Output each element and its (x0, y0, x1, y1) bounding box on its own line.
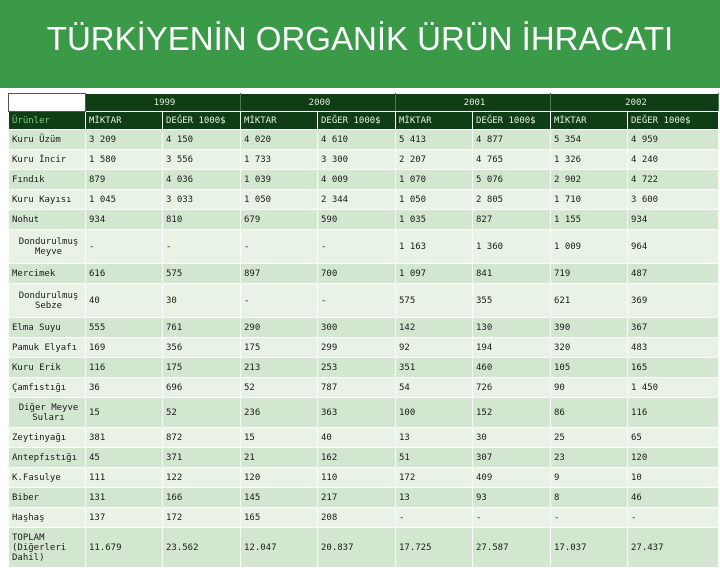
table-row (9, 150, 719, 170)
value-cell: 27.437 (628, 528, 719, 568)
product-name: Kuru Üzüm (9, 130, 86, 150)
quantity-cell: 9 (551, 468, 628, 488)
quantity-cell: 165 (241, 508, 318, 528)
quantity-cell: 169 (86, 338, 163, 358)
table-row (9, 230, 719, 264)
quantity-cell: 381 (86, 428, 163, 448)
product-name: Zeytinyağı (9, 428, 86, 448)
product-name: Dondurulmuş Meyve (9, 230, 86, 264)
quantity-cell: 105 (551, 358, 628, 378)
quantity-cell: 17.037 (551, 528, 628, 568)
quantity-cell: 3 209 (86, 130, 163, 150)
product-name: TOPLAM (Diğerleri Dahil) (9, 528, 86, 568)
value-cell: 726 (473, 378, 551, 398)
value-cell: 363 (318, 398, 396, 428)
value-cell: 20.837 (318, 528, 396, 568)
value-cell: 5 076 (473, 170, 551, 190)
product-name: K.Fasulye (9, 468, 86, 488)
col-quantity: MİKTAR (551, 112, 628, 130)
quantity-cell: 131 (86, 488, 163, 508)
value-cell: 590 (318, 210, 396, 230)
table-row (9, 318, 719, 338)
product-name: Diğer Meyve Suları (9, 398, 86, 428)
quantity-cell: 236 (241, 398, 318, 428)
value-cell: 65 (628, 428, 719, 448)
value-cell: - (473, 508, 551, 528)
export-table (8, 93, 719, 568)
value-cell: 27.587 (473, 528, 551, 568)
col-products: Ürünler (9, 112, 86, 130)
table-row (9, 284, 719, 318)
quantity-cell: 25 (551, 428, 628, 448)
year-2000: 2000 (241, 94, 396, 112)
value-cell: 4 722 (628, 170, 719, 190)
quantity-cell: 1 580 (86, 150, 163, 170)
quantity-cell: 575 (396, 284, 473, 318)
quantity-cell: 142 (396, 318, 473, 338)
col-quantity: MİKTAR (241, 112, 318, 130)
quantity-cell: 1 070 (396, 170, 473, 190)
quantity-cell: 1 009 (551, 230, 628, 264)
value-cell: 152 (473, 398, 551, 428)
product-name: Kuru Erik (9, 358, 86, 378)
product-name: Elma Suyu (9, 318, 86, 338)
col-value: DEĞER 1000$ (318, 112, 396, 130)
value-cell: 175 (163, 358, 241, 378)
quantity-cell: 616 (86, 264, 163, 284)
quantity-cell: 290 (241, 318, 318, 338)
quantity-cell: 21 (241, 448, 318, 468)
value-cell: 872 (163, 428, 241, 448)
quantity-cell: 320 (551, 338, 628, 358)
value-cell: 2 805 (473, 190, 551, 210)
quantity-cell: - (86, 230, 163, 264)
quantity-cell: 45 (86, 448, 163, 468)
quantity-cell: 1 733 (241, 150, 318, 170)
value-cell: 217 (318, 488, 396, 508)
table-row (9, 338, 719, 358)
product-name: Mercimek (9, 264, 86, 284)
col-value: DEĞER 1000$ (473, 112, 551, 130)
quantity-cell: - (551, 508, 628, 528)
quantity-cell: 351 (396, 358, 473, 378)
table-row (9, 378, 719, 398)
product-name: Dondurulmuş Sebze (9, 284, 86, 318)
value-cell: 1 450 (628, 378, 719, 398)
value-cell: - (318, 230, 396, 264)
quantity-cell: 92 (396, 338, 473, 358)
value-cell: 110 (318, 468, 396, 488)
value-cell: 1 360 (473, 230, 551, 264)
value-cell: 4 009 (318, 170, 396, 190)
value-cell: 208 (318, 508, 396, 528)
value-cell: 4 765 (473, 150, 551, 170)
quantity-cell: 137 (86, 508, 163, 528)
quantity-cell: - (396, 508, 473, 528)
quantity-cell: - (241, 230, 318, 264)
quantity-cell: 52 (241, 378, 318, 398)
quantity-cell: 111 (86, 468, 163, 488)
product-name: Kuru İncir (9, 150, 86, 170)
table-row (9, 448, 719, 468)
value-cell: 827 (473, 210, 551, 230)
quantity-cell: 15 (241, 428, 318, 448)
value-cell: - (163, 230, 241, 264)
quantity-cell: 934 (86, 210, 163, 230)
quantity-cell: 879 (86, 170, 163, 190)
value-cell: 4 610 (318, 130, 396, 150)
quantity-cell: 90 (551, 378, 628, 398)
value-cell: 300 (318, 318, 396, 338)
product-name: Çamfıstığı (9, 378, 86, 398)
quantity-cell: 172 (396, 468, 473, 488)
value-cell: 52 (163, 398, 241, 428)
product-name: Nohut (9, 210, 86, 230)
value-cell: 162 (318, 448, 396, 468)
value-cell: 30 (163, 284, 241, 318)
quantity-cell: 1 097 (396, 264, 473, 284)
col-value: DEĞER 1000$ (628, 112, 719, 130)
quantity-cell: 23 (551, 448, 628, 468)
table-row (9, 170, 719, 190)
value-cell: - (628, 508, 719, 528)
table-row (9, 488, 719, 508)
value-cell: 4 877 (473, 130, 551, 150)
value-cell: 356 (163, 338, 241, 358)
product-name: Antepfıstığı (9, 448, 86, 468)
value-cell: 700 (318, 264, 396, 284)
product-name: Pamuk Elyafı (9, 338, 86, 358)
quantity-cell: 1 050 (241, 190, 318, 210)
quantity-cell: 555 (86, 318, 163, 338)
column-header-row (9, 112, 719, 130)
table-row (9, 210, 719, 230)
value-cell: 369 (628, 284, 719, 318)
value-cell: 194 (473, 338, 551, 358)
quantity-cell: 4 020 (241, 130, 318, 150)
value-cell: 460 (473, 358, 551, 378)
quantity-cell: 5 413 (396, 130, 473, 150)
year-1999: 1999 (86, 94, 241, 112)
quantity-cell: 1 035 (396, 210, 473, 230)
col-quantity: MİKTAR (396, 112, 473, 130)
value-cell: 367 (628, 318, 719, 338)
quantity-cell: 13 (396, 488, 473, 508)
value-cell: 761 (163, 318, 241, 338)
quantity-cell: 36 (86, 378, 163, 398)
value-cell: 130 (473, 318, 551, 338)
value-cell: 4 959 (628, 130, 719, 150)
value-cell: 253 (318, 358, 396, 378)
quantity-cell: 1 163 (396, 230, 473, 264)
table-body (9, 130, 719, 568)
product-name: Haşhaş (9, 508, 86, 528)
value-cell: 696 (163, 378, 241, 398)
col-quantity: MİKTAR (86, 112, 163, 130)
quantity-cell: 51 (396, 448, 473, 468)
value-cell: 10 (628, 468, 719, 488)
quantity-cell: 40 (86, 284, 163, 318)
value-cell: 122 (163, 468, 241, 488)
quantity-cell: 8 (551, 488, 628, 508)
product-name: Fındık (9, 170, 86, 190)
quantity-cell: 1 710 (551, 190, 628, 210)
table-row (9, 264, 719, 284)
value-cell: 307 (473, 448, 551, 468)
year-2001: 2001 (396, 94, 551, 112)
table-row (9, 428, 719, 448)
quantity-cell: 390 (551, 318, 628, 338)
quantity-cell: 86 (551, 398, 628, 428)
quantity-cell: 15 (86, 398, 163, 428)
table-row (9, 468, 719, 488)
quantity-cell: 175 (241, 338, 318, 358)
quantity-cell: 1 326 (551, 150, 628, 170)
value-cell: 299 (318, 338, 396, 358)
value-cell: 487 (628, 264, 719, 284)
quantity-cell: 213 (241, 358, 318, 378)
quantity-cell: 1 050 (396, 190, 473, 210)
quantity-cell: 100 (396, 398, 473, 428)
table-row (9, 190, 719, 210)
quantity-cell: 5 354 (551, 130, 628, 150)
quantity-cell: 13 (396, 428, 473, 448)
col-value: DEĞER 1000$ (163, 112, 241, 130)
value-cell: 4 036 (163, 170, 241, 190)
quantity-cell: 116 (86, 358, 163, 378)
value-cell: 409 (473, 468, 551, 488)
value-cell: 3 600 (628, 190, 719, 210)
value-cell: 964 (628, 230, 719, 264)
value-cell: 3 033 (163, 190, 241, 210)
value-cell: 172 (163, 508, 241, 528)
quantity-cell: 2 207 (396, 150, 473, 170)
value-cell: 355 (473, 284, 551, 318)
value-cell: 120 (628, 448, 719, 468)
value-cell: 165 (628, 358, 719, 378)
page-title: TÜRKİYENİN ORGANİK ÜRÜN İHRACATI (46, 20, 674, 57)
quantity-cell: 2 902 (551, 170, 628, 190)
value-cell: 116 (628, 398, 719, 428)
table-row (9, 130, 719, 150)
quantity-cell: 145 (241, 488, 318, 508)
year-2002: 2002 (551, 94, 719, 112)
value-cell: 787 (318, 378, 396, 398)
table-row (9, 358, 719, 378)
value-cell: 2 344 (318, 190, 396, 210)
value-cell: 46 (628, 488, 719, 508)
quantity-cell: 621 (551, 284, 628, 318)
value-cell: 841 (473, 264, 551, 284)
quantity-cell: 1 039 (241, 170, 318, 190)
value-cell: 93 (473, 488, 551, 508)
value-cell: 4 150 (163, 130, 241, 150)
table-row (9, 528, 719, 568)
quantity-cell: 17.725 (396, 528, 473, 568)
value-cell: 3 556 (163, 150, 241, 170)
value-cell: 40 (318, 428, 396, 448)
value-cell: 4 240 (628, 150, 719, 170)
value-cell: - (318, 284, 396, 318)
quantity-cell: 54 (396, 378, 473, 398)
value-cell: 934 (628, 210, 719, 230)
value-cell: 810 (163, 210, 241, 230)
value-cell: 23.562 (163, 528, 241, 568)
product-name: Kuru Kayısı (9, 190, 86, 210)
value-cell: 166 (163, 488, 241, 508)
quantity-cell: 12.047 (241, 528, 318, 568)
value-cell: 30 (473, 428, 551, 448)
quantity-cell: 897 (241, 264, 318, 284)
table-row (9, 508, 719, 528)
quantity-cell: 11.679 (86, 528, 163, 568)
product-name: Biber (9, 488, 86, 508)
value-cell: 371 (163, 448, 241, 468)
quantity-cell: 719 (551, 264, 628, 284)
year-header-row (9, 94, 719, 112)
value-cell: 575 (163, 264, 241, 284)
quantity-cell: 1 045 (86, 190, 163, 210)
quantity-cell: 1 155 (551, 210, 628, 230)
quantity-cell: - (241, 284, 318, 318)
value-cell: 3 300 (318, 150, 396, 170)
header-corner (9, 94, 86, 112)
table-row (9, 398, 719, 428)
quantity-cell: 679 (241, 210, 318, 230)
value-cell: 483 (628, 338, 719, 358)
quantity-cell: 120 (241, 468, 318, 488)
